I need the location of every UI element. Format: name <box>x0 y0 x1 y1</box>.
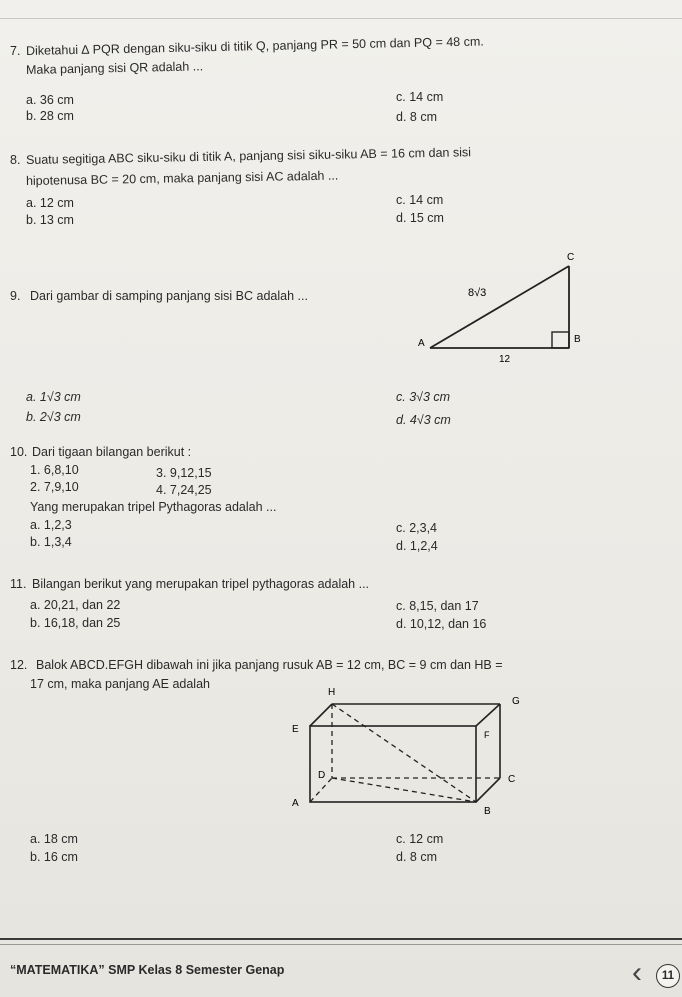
q9-label-c: C <box>567 252 575 263</box>
q12-label-e: E <box>292 724 299 735</box>
q10-list-item-1: 1. 6,8,10 <box>30 463 79 477</box>
q11-option-d: d. 10,12, dan 16 <box>396 617 487 631</box>
q8-stem-line1: Suatu segitiga ABC siku-siku di titik A, panjang sisi siku-siku AB = 16 cm dan sisi <box>25 145 472 167</box>
q10-stem-line1: Dari tigaan bilangan berikut : <box>32 445 192 459</box>
footer-rule <box>0 938 682 940</box>
q12-label-b: B <box>484 806 491 817</box>
q9-label-b: B <box>574 334 581 345</box>
q12-diagonal-hb <box>332 704 476 802</box>
q9-option-b: b. 2√3 cm <box>26 410 81 424</box>
q8-option-c: c. 14 cm <box>396 193 444 207</box>
q10-option-b: b. 1,3,4 <box>30 535 72 549</box>
q12-diagonal-db <box>332 778 476 802</box>
top-divider <box>0 18 682 19</box>
q9-right-angle-mark <box>552 332 569 348</box>
q7-option-d: d. 8 cm <box>396 110 437 124</box>
q10-list-item-4: 4. 7,24,25 <box>156 483 212 497</box>
q11-stem: Bilangan berikut yang merupakan tripel pythagoras adalah ... <box>32 577 370 591</box>
q8-option-b: b. 13 cm <box>26 213 74 227</box>
footer-title: “MATEMATIKA” SMP Kelas 8 Semester Genap <box>10 963 285 977</box>
q12-stem-line1: Balok ABCD.EFGH dibawah ini jika panjang rusuk AB = 12 cm, BC = 9 cm dan HB = <box>36 658 503 672</box>
q10-list-item-3: 3. 9,12,15 <box>156 466 212 480</box>
q7-number: 7. <box>10 44 21 58</box>
q12-label-d: D <box>318 770 326 781</box>
q12-number: 12. <box>10 658 28 672</box>
page-number: 11 <box>656 964 680 988</box>
q7-option-b: b. 28 cm <box>26 109 74 123</box>
q9-option-c: c. 3√3 cm <box>396 390 451 404</box>
q12-label-f: F <box>484 730 490 740</box>
q7-option-a: a. 36 cm <box>26 93 74 107</box>
q9-label-base: 12 <box>499 354 511 365</box>
q8-stem-line2: hipotenusa BC = 20 cm, maka panjang sisi AC adalah ... <box>25 168 339 188</box>
q12-edge-fg <box>476 704 500 726</box>
q7-stem-line2: Maka panjang sisi QR adalah ... <box>25 59 204 77</box>
q12-edge-eh <box>310 704 332 726</box>
q9-option-d: d. 4√3 cm <box>396 413 451 427</box>
q9-number: 9. <box>10 289 21 303</box>
q12-stem-line2: 17 cm, maka panjang AE adalah <box>30 677 210 691</box>
q11-option-b: b. 16,18, dan 25 <box>30 616 121 630</box>
q11-option-a: a. 20,21, dan 22 <box>30 598 121 612</box>
q9-label-a: A <box>418 338 425 349</box>
q12-option-c: c. 12 cm <box>396 832 444 846</box>
q12-label-g: G <box>512 696 520 707</box>
q9-triangle-figure <box>404 246 604 368</box>
q10-option-a: a. 1,2,3 <box>30 518 72 532</box>
q10-list-item-2: 2. 7,9,10 <box>30 480 79 494</box>
q12-label-h: H <box>328 687 336 698</box>
q10-stem-line2: Yang merupakan tripel Pythagoras adalah ... <box>30 500 277 514</box>
q11-option-c: c. 8,15, dan 17 <box>396 599 479 613</box>
q12-edge-bc <box>476 778 500 802</box>
q9-side-ac <box>430 266 569 348</box>
footer-rule-thin <box>0 944 682 945</box>
q7-option-c: c. 14 cm <box>396 90 444 104</box>
q8-number: 8. <box>10 153 21 167</box>
q10-number: 10. <box>10 445 28 459</box>
q12-option-d: d. 8 cm <box>396 850 437 864</box>
q12-label-c: C <box>508 774 516 785</box>
q11-number: 11. <box>10 577 27 591</box>
q12-option-b: b. 16 cm <box>30 850 78 864</box>
q9-label-hypotenuse: 8√3 <box>468 287 487 299</box>
q8-option-d: d. 15 cm <box>396 211 444 225</box>
q8-option-a: a. 12 cm <box>26 196 74 210</box>
q12-option-a: a. 18 cm <box>30 832 78 846</box>
q12-label-a: A <box>292 798 299 809</box>
q9-option-a: a. 1√3 cm <box>26 390 81 404</box>
q10-option-c: c. 2,3,4 <box>396 521 437 535</box>
q12-cuboid-figure <box>284 682 536 822</box>
q12-front-face <box>310 726 476 802</box>
q7-stem-line1: Diketahui ∆ PQR dengan siku-siku di titik Q, panjang PR = 50 cm dan PQ = 48 cm. <box>25 34 484 58</box>
q10-option-d: d. 1,2,4 <box>396 539 438 553</box>
q12-edge-ad-hidden <box>310 778 332 802</box>
chevron-left-icon: ‹ <box>632 956 642 989</box>
q9-stem: Dari gambar di samping panjang sisi BC adalah ... <box>30 289 308 303</box>
